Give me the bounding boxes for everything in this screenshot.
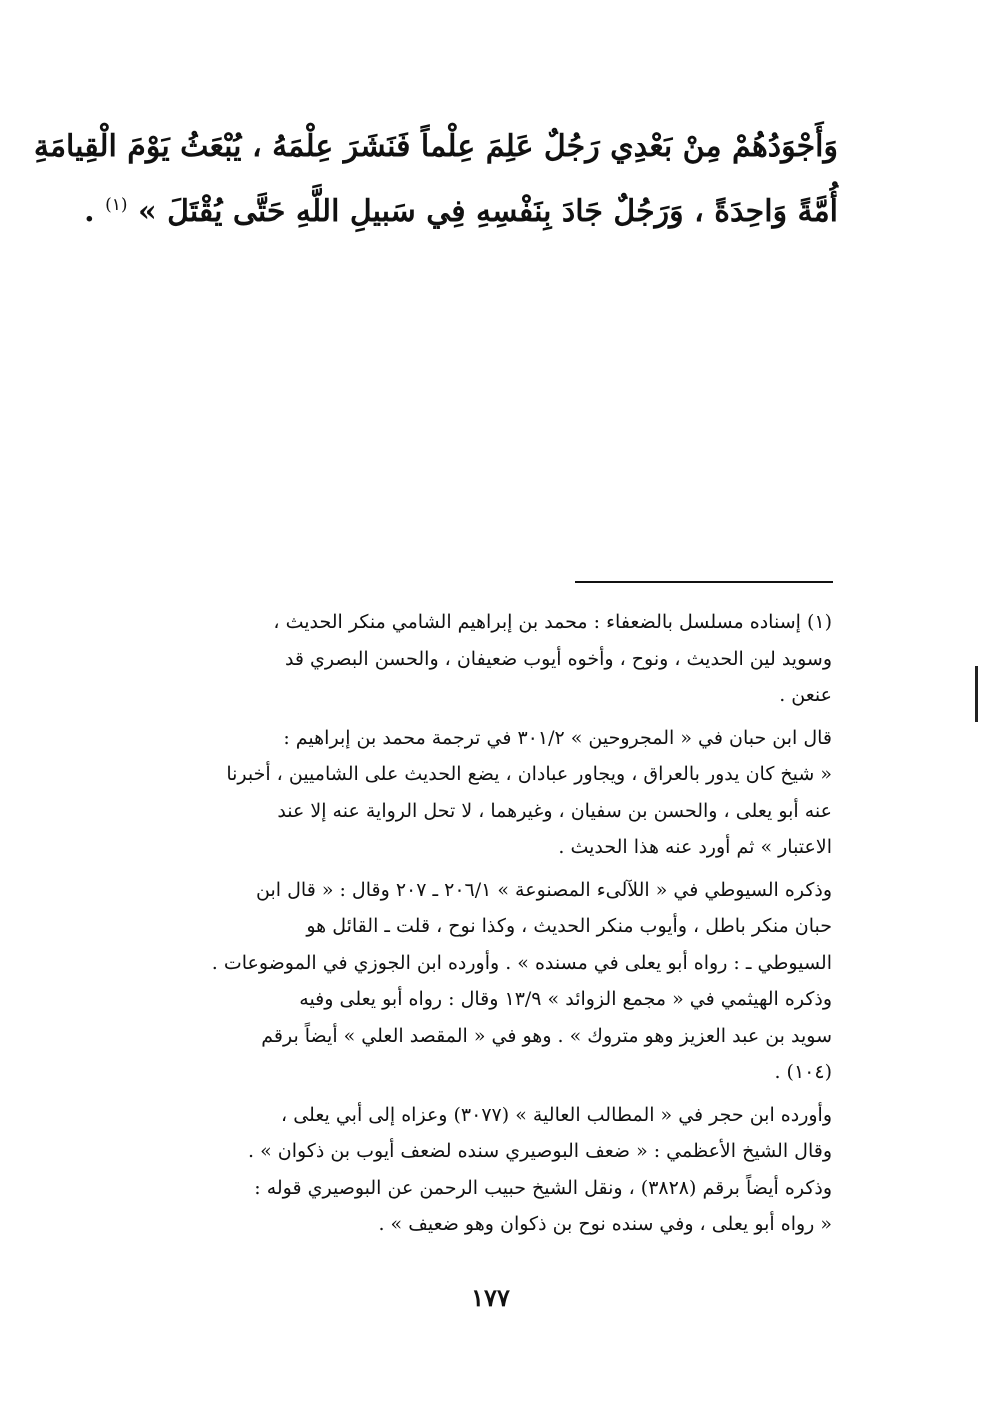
main-text-line-end: .	[84, 194, 106, 229]
footnote-line: الاعتبار » ثم أورد عنه هذا الحديث .	[558, 836, 832, 858]
footnote-marker: (١)	[105, 195, 128, 215]
footnote-line: « شيخ كان يدور بالعراق ، ويجاور عبادان ، يضع الحديث على الشاميين ، أخبرنا	[226, 763, 832, 785]
main-text-line-body: أُمَّةً وَاحِدَةً ، وَرَجُلٌ جَادَ بِنَفْسِهِ فِي سَبيلِ اللَّهِ حَتَّى يُقْتَلَ »	[137, 194, 838, 229]
footnote-line: (١) إسناده مسلسل بالضعفاء : محمد بن إبراهيم الشامي منكر الحديث ،	[273, 611, 832, 633]
footnote-line: وسويد لين الحديث ، ونوح ، وأخوه أيوب ضعيفان ، والحسن البصري قد	[284, 647, 832, 670]
footnote-line: وأورده ابن حجر في « المطالب العالية » (٣٠٧٧) وعزاه إلى أبي يعلى ،	[281, 1103, 832, 1126]
footnote-line: وذكره أيضاً برقم (٣٨٢٨) ، ونقل الشيخ حبيب الرحمن عن البوصيري قوله :	[254, 1176, 832, 1199]
main-text-line	[84, 176, 838, 241]
page-number: ١٧٧	[471, 1283, 510, 1312]
main-text	[33, 118, 838, 241]
footnote-separator	[575, 581, 833, 583]
footnote-line: سويد بن عبد العزيز وهو متروك » . وهو في « المقصد العلي » أيضاً برقم	[261, 1024, 832, 1047]
footnotes	[120, 604, 832, 1243]
footnote-line: (١٠٤) .	[774, 1061, 832, 1083]
footnote-line: قال ابن حبان في « المجروحين » ٣٠١/٢ في ترجمة محمد بن إبراهيم :	[283, 726, 832, 749]
footnote-line: السيوطي ـ : رواه أبو يعلى في مسنده » . وأورده ابن الجوزي في الموضوعات .	[211, 951, 832, 974]
main-text-line: وَأَجْوَدُهُمْ مِنْ بَعْدِي رَجُلٌ عَلِمَ عِلْماً فَنَشَرَ عِلْمَهُ ، يُبْعَثُ يَوْمَ الْقِيامَةِ	[33, 129, 838, 164]
footnote-line: وذكره الهيثمي في « مجمع الزوائد » ١٣/٩ وقال : رواه أبو يعلى وفيه	[299, 988, 832, 1010]
margin-mark	[975, 666, 978, 722]
footnote-line: عنعن .	[779, 684, 832, 706]
footnote-line: حبان منكر باطل ، وأيوب منكر الحديث ، وكذا نوح ، قلت ـ القائل هو	[306, 915, 832, 937]
footnote-line: عنه أبو يعلى ، والحسن بن سفيان ، وغيرهما ، لا تحل الرواية عنه إلا عند	[277, 799, 832, 822]
footnote-line: « رواه أبو يعلى ، وفي سنده نوح بن ذكوان وهو ضعيف » .	[378, 1213, 832, 1235]
footnote-line: وذكره السيوطي في « اللآلىء المصنوعة » ٢٠٦/١ ـ ٢٠٧ وقال : « قال ابن	[256, 878, 832, 901]
footnote-line: وقال الشيخ الأعظمي : « ضعف البوصيري سنده لضعف أيوب بن ذكوان » .	[248, 1140, 832, 1162]
